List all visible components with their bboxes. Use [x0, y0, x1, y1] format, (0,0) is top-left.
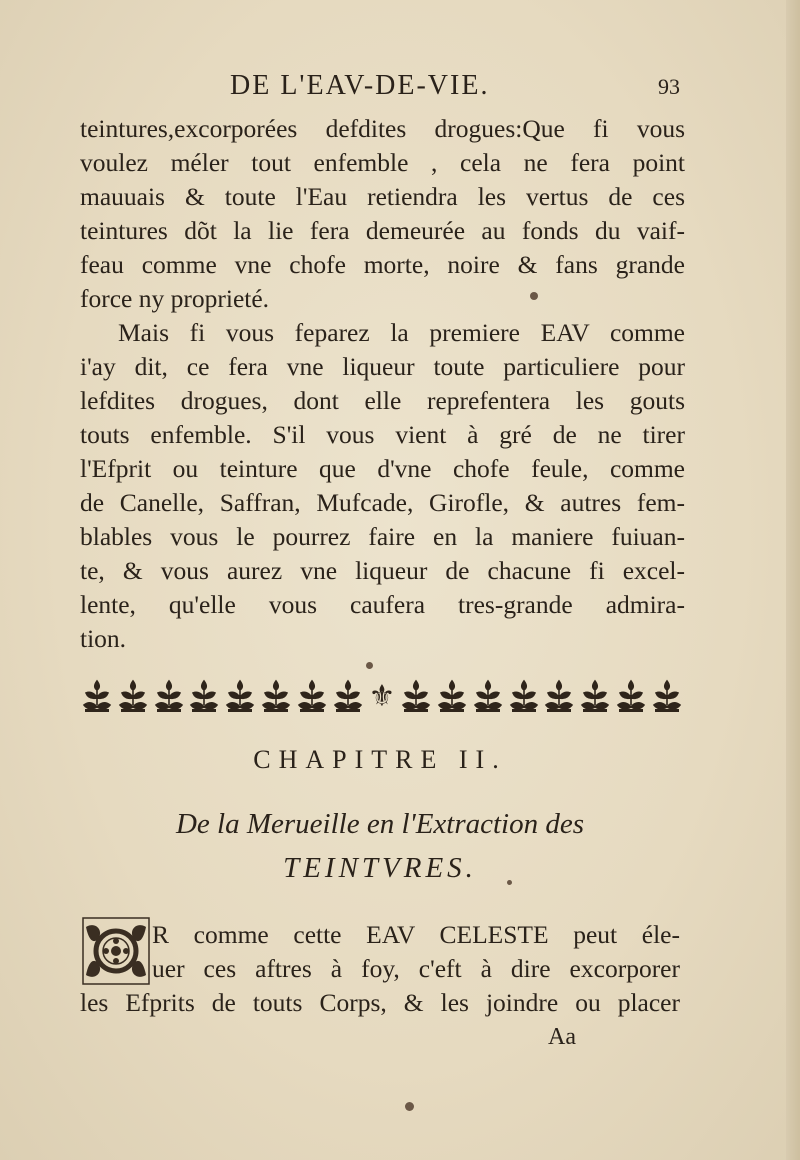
fleuron-ornament-icon: [261, 679, 291, 713]
chapter-text: [80, 918, 680, 1020]
text-line: l'Efprit ou teinture que d'vne chofe feule, comme: [80, 454, 685, 483]
ink-spot: [530, 292, 538, 300]
text-line: feau comme vne chofe morte, noire & fans grande: [80, 250, 685, 279]
ink-spot: [507, 880, 512, 885]
text-line: tion.: [80, 624, 127, 653]
running-head: [80, 70, 680, 110]
fleuron-ornament-icon: [437, 679, 467, 713]
fleuron-ornament-icon: [333, 679, 363, 713]
page-edge: [786, 0, 800, 1160]
text-line: teintures dõt la lie fera demeurée au fonds du vaif-: [80, 216, 685, 245]
text-line: blables vous le pourrez faire en la maniere fuiuan-: [80, 522, 685, 551]
fleuron-ornament-icon: [652, 679, 682, 713]
body-text: [80, 112, 685, 656]
chapter-subtitle-keyword: TEINTVRES.: [283, 852, 477, 884]
fleuron-ornament-icon: [509, 679, 539, 713]
text-line: i'ay dit, ce fera vne liqueur toute particuliere pour: [80, 352, 685, 381]
catchword: Aa: [548, 1024, 576, 1050]
text-line: voulez méler tout enfemble , cela ne fera point: [80, 148, 685, 177]
fleuron-ornament-icon: [225, 679, 255, 713]
fleuron-ornament-icon: [82, 679, 112, 713]
fleuron-ornament-icon: [544, 679, 574, 713]
fleuron-ornament-icon: [189, 679, 219, 713]
text-line: te, & vous aurez vne liqueur de chacune fi excel-: [80, 556, 685, 585]
fleuron-ornament-icon: [616, 679, 646, 713]
chapter-title: CHAPITRE II.: [253, 745, 507, 774]
text-line: R comme cette EAV CELESTE peut éle-: [152, 920, 680, 949]
fleuron-ornament-icon: [154, 679, 184, 713]
text-line: force ny proprieté.: [80, 284, 270, 313]
fleuron-ornament-icon: [297, 679, 327, 713]
text-line: lefdites drogues, dont elle reprefentera les gouts: [80, 386, 685, 415]
center-fleur-icon: ⚜: [368, 679, 396, 713]
text-line: de Canelle, Saffran, Mufcade, Girofle, & autres fem-: [80, 488, 685, 517]
fleuron-ornament-icon: [401, 679, 431, 713]
text-line: touts enfemble. S'il vous vient à gré de ne tirer: [80, 420, 685, 449]
text-line: Mais fi vous feparez la premiere EAV comme: [118, 318, 685, 347]
ink-spot: [366, 662, 373, 669]
chapter-subtitle: De la Merueille en l'Extraction des: [175, 808, 585, 840]
fleuron-ornament-icon: [580, 679, 610, 713]
fleuron-ornament-icon: [473, 679, 503, 713]
fleuron-ornament-icon: [118, 679, 148, 713]
ink-spot: [405, 1102, 414, 1111]
running-title: DE L'EAV-DE-VIE.: [230, 70, 490, 101]
text-line: lente, qu'elle vous caufera tres-grande admira-: [80, 590, 685, 619]
text-line: uer ces aftres à foy, c'eft à dire excorporer: [152, 954, 680, 983]
text-line: teintures,excorporées defdites drogues:Que fi vous: [80, 114, 685, 143]
ornament-band: [82, 676, 682, 716]
text-line: mauuais & toute l'Eau retiendra les vertus de ces: [80, 182, 685, 211]
page-number: 93: [658, 74, 680, 99]
text-line: les Efprits de touts Corps, & les joindre ou placer: [80, 988, 680, 1017]
